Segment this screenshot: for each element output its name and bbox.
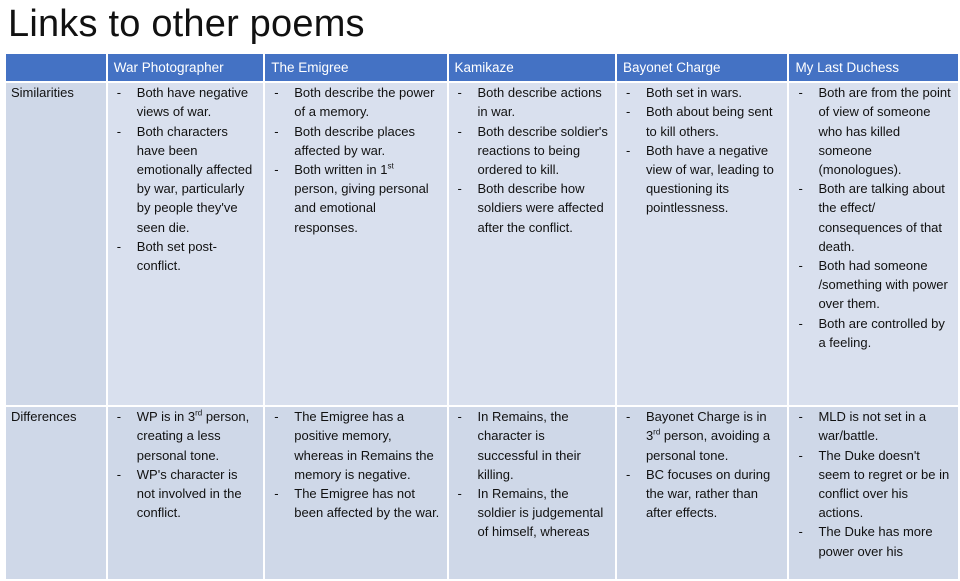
- header-war-photographer: War Photographer: [108, 54, 263, 81]
- list-item: - Both describe actions in war.: [455, 83, 609, 121]
- list-item: - In Remains, the character is successful in their killing.: [455, 407, 609, 484]
- cell-differences-my-last-duchess: [789, 407, 958, 579]
- list-item: - Both have negative views of war.: [114, 83, 257, 121]
- list-item: - The Duke doesn't seem to regret or be in conflict over his actions.: [795, 446, 952, 523]
- list-item: - Both describe soldier's reactions to being ordered to kill.: [455, 122, 609, 180]
- list-item: - Both describe places affected by war.: [271, 122, 440, 160]
- cell-similarities-war-photographer: [108, 83, 263, 405]
- list-item: - In Remains, the soldier is judgemental of himself, whereas: [455, 484, 609, 542]
- list-item: - Both about being sent to kill others.: [623, 102, 782, 140]
- header-cell-empty: [6, 54, 106, 81]
- list-item: - Both written in 1st person, giving personal and emotional responses.: [271, 160, 440, 237]
- list-item: - Both set in wars.: [623, 83, 782, 102]
- list-item: - Both had someone /something with power over them.: [795, 256, 952, 314]
- cell-differences-bayonet-charge: [617, 407, 788, 579]
- table-row-similarities: [6, 83, 958, 405]
- list-item: - The Duke has more power over his: [795, 522, 952, 560]
- list-item: - Both set post-conflict.: [114, 237, 257, 275]
- cell-similarities-my-last-duchess: [789, 83, 958, 405]
- cell-similarities-kamikaze: [449, 83, 615, 405]
- header-bayonet-charge: Bayonet Charge: [617, 54, 788, 81]
- header-kamikaze: Kamikaze: [449, 54, 615, 81]
- list-item: - Both are from the point of view of someone who has killed someone (monologues).: [795, 83, 952, 179]
- list-item: - WP's character is not involved in the conflict.: [114, 465, 257, 523]
- list-item: - Both characters have been emotionally affected by war, particularly by people they've seen die.: [114, 122, 257, 237]
- list-item: - Bayonet Charge is in 3rd person, avoiding a personal tone.: [623, 407, 782, 465]
- row-label-differences: Differences: [6, 407, 106, 579]
- header-the-emigree: The Emigree: [265, 54, 446, 81]
- list-item: - Both describe the power of a memory.: [271, 83, 440, 121]
- list-item: - The Emigree has not been affected by the war.: [271, 484, 440, 522]
- table-row-differences: [6, 407, 958, 579]
- cell-differences-war-photographer: [108, 407, 263, 579]
- list-item: - WP is in 3rd person, creating a less personal tone.: [114, 407, 257, 465]
- cell-similarities-the-emigree: [265, 83, 446, 405]
- header-my-last-duchess: My Last Duchess: [789, 54, 958, 81]
- comparison-table: [4, 52, 960, 581]
- list-item: - Both are talking about the effect/ consequences of that death.: [795, 179, 952, 256]
- list-item: - Both describe how soldiers were affected after the conflict.: [455, 179, 609, 237]
- row-label-similarities: Similarities: [6, 83, 106, 405]
- table-header-row: [6, 54, 958, 81]
- cell-similarities-bayonet-charge: [617, 83, 788, 405]
- list-item: - Both have a negative view of war, leading to questioning its pointlessness.: [623, 141, 782, 218]
- list-item: - Both are controlled by a feeling.: [795, 314, 952, 352]
- list-item: - The Emigree has a positive memory, whereas in Remains the memory is negative.: [271, 407, 440, 484]
- cell-differences-kamikaze: [449, 407, 615, 579]
- list-item: - MLD is not set in a war/battle.: [795, 407, 952, 445]
- list-item: - BC focuses on during the war, rather than after effects.: [623, 465, 782, 523]
- cell-differences-the-emigree: [265, 407, 446, 579]
- slide-title: Links to other poems: [8, 3, 365, 45]
